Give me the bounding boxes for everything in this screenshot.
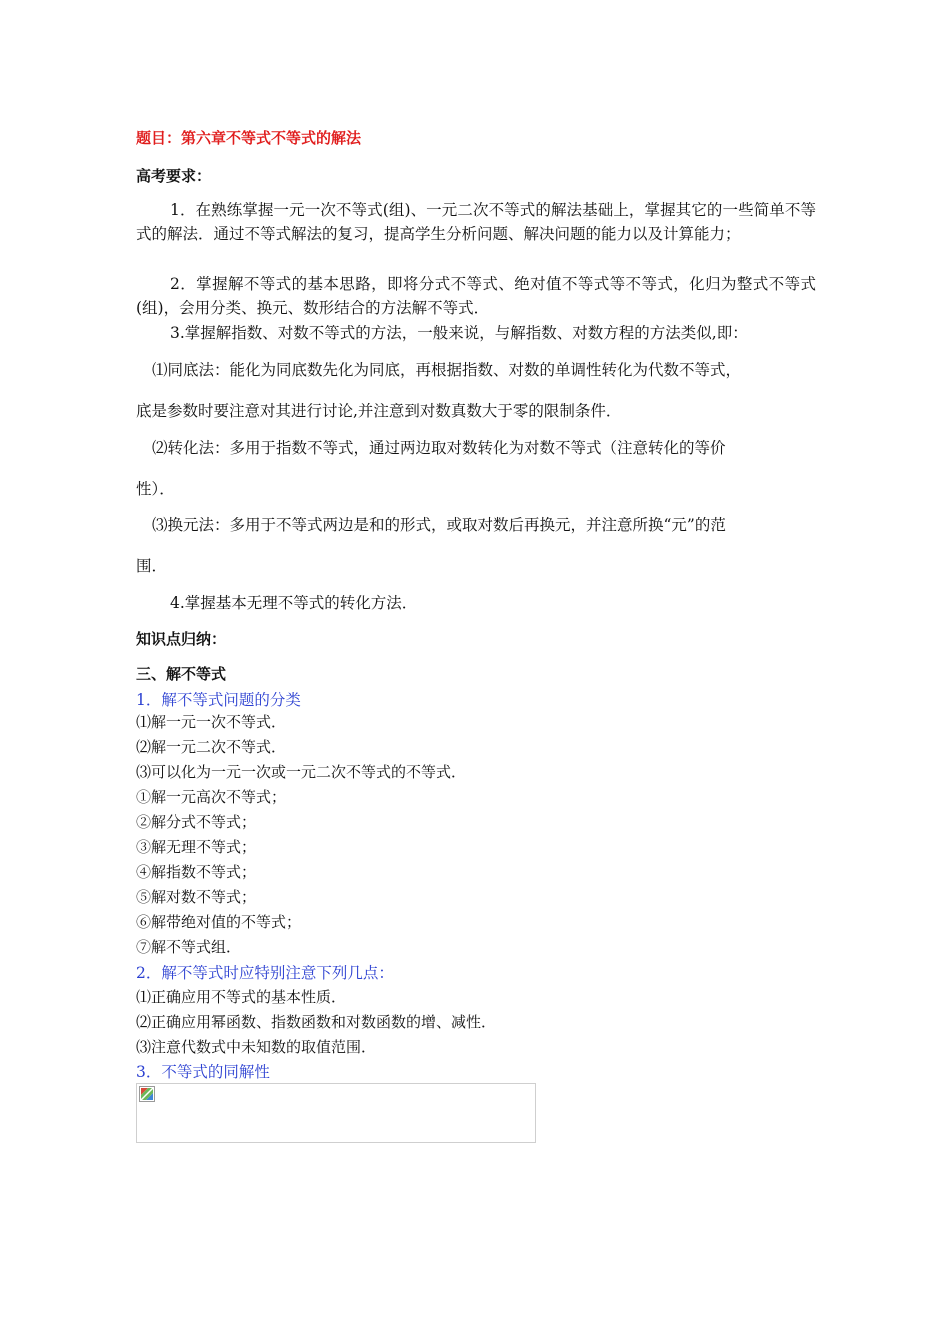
knowledge-heading: 知识点归纳： <box>136 630 227 648</box>
requirement-3: 3.掌握解指数、对数不等式的方法，一般来说，与解指数、对数方程的方法类似,即： <box>170 324 748 342</box>
list-item: ⑥解带绝对值的不等式； <box>136 913 302 931</box>
list-item: ⑶可以化为一元一次或一元二次不等式的不等式． <box>136 763 467 781</box>
requirement-1: 1．在熟练掌握一元一次不等式(组)、一元二次不等式的解法基础上，掌握其它的一些简单不等式的解法．通过不等式解法的复习，提高学生分析问题、解决问题的能力以及计算能力； <box>136 201 816 243</box>
list-item: ④解指数不等式； <box>136 863 257 881</box>
list-item: ⑦解不等式组． <box>136 938 242 956</box>
list-item: ⑴解一元一次不等式． <box>136 713 287 731</box>
sub2-heading: 2．解不等式时应特别注意下列几点： <box>136 964 394 982</box>
list-item: ②解分式不等式； <box>136 813 257 831</box>
requirements-heading: 高考要求： <box>136 167 212 185</box>
method-same-base-line2: 底是参数时要注意对其进行讨论,并注意到对数真数大于零的限制条件． <box>136 402 622 420</box>
list-item: ⑵正确应用幂函数、指数函数和对数函数的增、减性． <box>136 1013 497 1031</box>
method-substitution-line2: 围． <box>136 557 168 575</box>
document-title: 题目：第六章不等式不等式的解法 <box>136 129 362 147</box>
list-item: ①解一元高次不等式； <box>136 788 287 806</box>
method-transform-line2: 性）． <box>136 480 175 498</box>
requirement-4: 4.掌握基本无理不等式的转化方法． <box>170 594 418 612</box>
broken-image-icon <box>139 1086 155 1102</box>
list-item: ⑤解对数不等式； <box>136 888 257 906</box>
method-same-base-line1: ⑴同底法：能化为同底数先化为同底，再根据指数、对数的单调性转化为代数不等式， <box>152 361 742 379</box>
method-transform-line1: ⑵转化法：多用于指数不等式，通过两边取对数转化为对数不等式（注意转化的等价 <box>152 439 726 457</box>
sub1-heading: 1．解不等式问题的分类 <box>136 691 301 709</box>
method-substitution-line1: ⑶换元法：多用于不等式两边是和的形式，或取对数后再换元，并注意所换“元”的范 <box>152 516 726 534</box>
section-heading: 三、解不等式 <box>136 665 227 683</box>
sub1-list <box>136 710 816 960</box>
embedded-image-placeholder <box>136 1083 536 1143</box>
list-item: ⑶注意代数式中未知数的取值范围． <box>136 1038 377 1056</box>
list-item: ⑵解一元二次不等式． <box>136 738 287 756</box>
sub3-heading: 3．不等式的同解性 <box>136 1063 270 1081</box>
list-item: ③解无理不等式； <box>136 838 257 856</box>
sub2-list <box>136 985 816 1060</box>
requirement-2: 2．掌握解不等式的基本思路，即将分式不等式、绝对值不等式等不等式，化归为整式不等式(组)，会用分类、换元、数形结合的方法解不等式． <box>136 275 816 317</box>
list-item: ⑴正确应用不等式的基本性质． <box>136 988 347 1006</box>
